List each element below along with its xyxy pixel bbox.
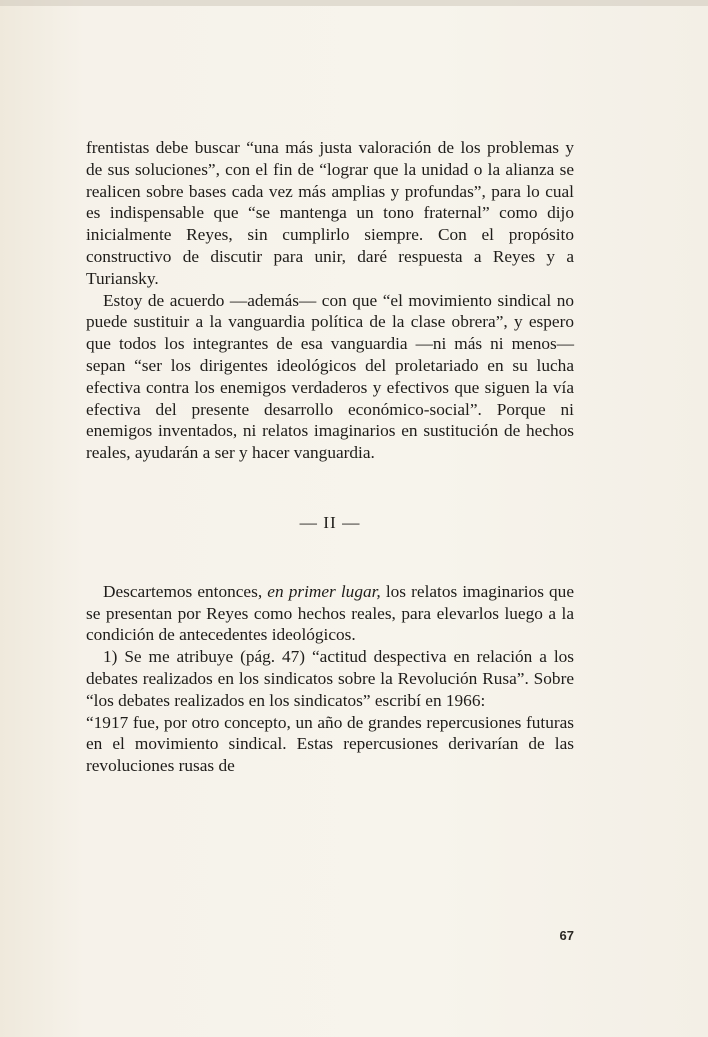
paragraph-1: frentistas debe buscar “una más justa valoración de los problemas y de sus soluciones”, con el fin de “lograr que la unidad o la alianza se realicen sobre bases cada vez más amplias y profundas”, para lo cual es indispensable que “se mantenga un tono fraternal” como dijo inicialmente Reyes, sin cumplirlo siempre. Con el propósito constructivo de discutir para unir, daré respuesta a Reyes y a Turiansky. <box>86 138 574 288</box>
paragraph-5: “1917 fue, por otro concepto, un año de grandes repercusiones futuras en el movimiento sindical. Estas repercusiones derivarían de las revoluciones rusas de <box>86 712 574 776</box>
paragraph-4: 1) Se me atribuye (pág. 47) “actitud despectiva en relación a los debates realizados en los sindicatos sobre la Revolución Rusa”. Sobre “los debates realizados en los sindicatos” escribí en 1966: <box>86 647 574 710</box>
page-top-edge <box>0 0 708 6</box>
paragraph-3-start: Descartemos entonces, <box>103 581 263 601</box>
paragraph-2: Estoy de acuerdo —además— con que “el movimiento sindical no puede sustituir a la vanguardia política de la clase obrera”, y espero que todos los integrantes de esa vanguardia —ni más ni menos— sepan “ser los dirigentes ideológicos del proletariado en su lucha efectiva contra los enemigos verdaderos y efectivos que siguen la vía efectiva del presente desarrollo económico-social”. Porque ni enemigos inventados, ni relatos imaginarios en sustitución de hechos reales, ayudarán a ser y hacer vanguardia. <box>86 290 574 463</box>
paragraph-3-italic: en primer lugar, <box>267 581 381 601</box>
paragraph-3-end: los relatos imaginarios que se presentan por Reyes como hechos reales, para elevarlos luego a la condición de antecedentes ideológicos. <box>86 581 574 645</box>
paragraph-3 <box>86 581 574 646</box>
page-number: 67 <box>559 928 574 943</box>
section-heading: — II — <box>299 512 361 532</box>
body-text <box>86 137 574 777</box>
